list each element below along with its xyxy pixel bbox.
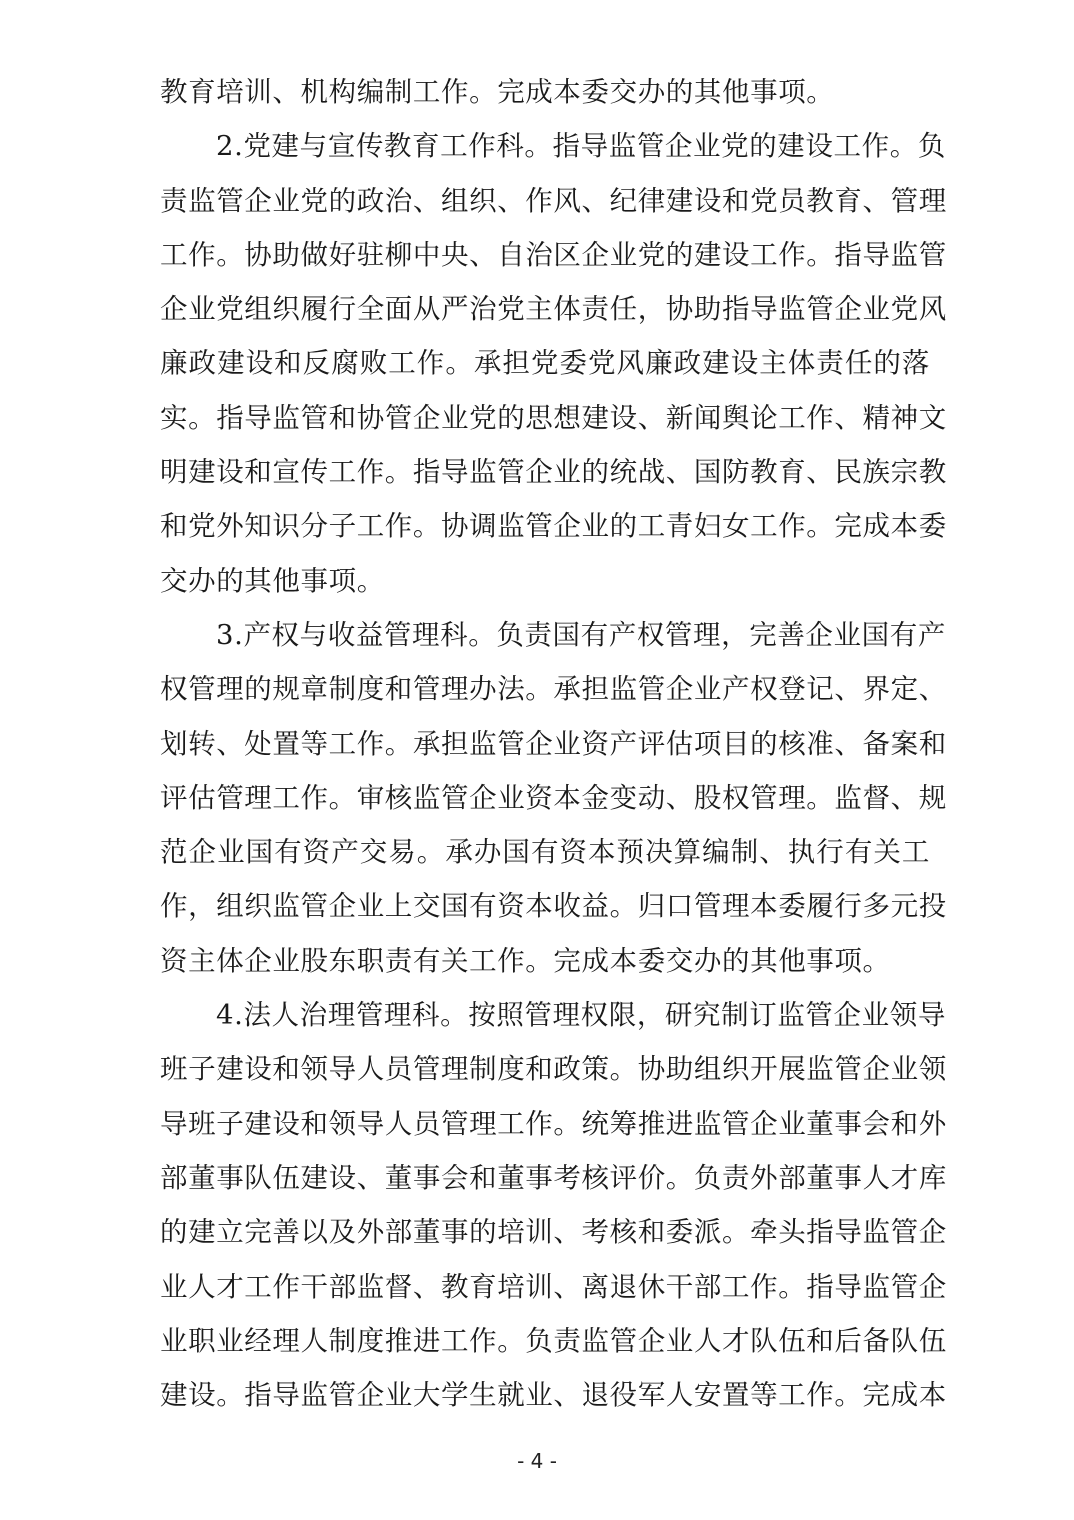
text-line: 作，组织监管企业上交国有资本收益。归口管理本委履行多元投 [160,890,947,923]
page-number: - 4 - [517,1449,557,1473]
text-line: 廉政建设和反腐败工作。承担党委党风廉政建设主体责任的落 [160,347,930,380]
text-line: 责监管企业党的政治、组织、作风、纪律建设和党员教育、管理 [160,184,947,217]
text-line: 教育培训、机构编制工作。完成本委交办的其他事项。 [160,76,835,108]
text-line: 业人才工作干部监督、教育培训、离退休干部工作。指导监管企 [160,1270,947,1303]
paragraph-first-line: 2.党建与宣传教育工作科。指导监管企业党的建设工作。负 [216,130,946,163]
text-line: 和党外知识分子工作。协调监管企业的工青妇女工作。完成本委 [160,510,947,543]
text-line: 企业党组织履行全面从严治党主体责任，协助指导监管企业党风 [160,293,947,326]
text-line: 工作。协助做好驻柳中央、自治区企业党的建设工作。指导监管 [160,238,947,271]
text-line: 部董事队伍建设、董事会和董事考核评价。负责外部董事人才库 [160,1161,947,1194]
text-line: 资主体企业股东职责有关工作。完成本委交办的其他事项。 [160,944,891,977]
text-line: 权管理的规章制度和管理办法。承担监管企业产权登记、界定、 [160,673,947,706]
text-line: 导班子建设和领导人员管理工作。统筹推进监管企业董事会和外 [160,1107,947,1140]
text-line: 的建立完善以及外部董事的培训、考核和委派。牵头指导监管企 [160,1216,947,1249]
text-line: 明建设和宣传工作。指导监管企业的统战、国防教育、民族宗教 [160,456,947,489]
text-line: 建设。指导监管企业大学生就业、退役军人安置等工作。完成本 [160,1379,947,1412]
paragraph-first-line: 3.产权与收益管理科。负责国有产权管理，完善企业国有产 [216,618,946,651]
text-line: 交办的其他事项。 [160,564,385,597]
text-line: 范企业国有资产交易。承办国有资本预决算编制、执行有关工 [160,836,930,869]
paragraph-first-line: 4.法人治理管理科。按照管理权限，研究制订监管企业领导 [216,999,946,1032]
text-line: 班子建设和领导人员管理制度和政策。协助组织开展监管企业领 [160,1053,947,1086]
text-line: 业职业经理人制度推进工作。负责监管企业人才队伍和后备队伍 [160,1324,947,1357]
text-line: 评估管理工作。审核监管企业资本金变动、股权管理。监督、规 [160,781,947,814]
body-text [160,65,947,1422]
text-line: 划转、处置等工作。承担监管企业资产评估项目的核准、备案和 [160,727,947,760]
text-line: 实。指导监管和协管企业党的思想建设、新闻舆论工作、精神文 [160,401,947,434]
